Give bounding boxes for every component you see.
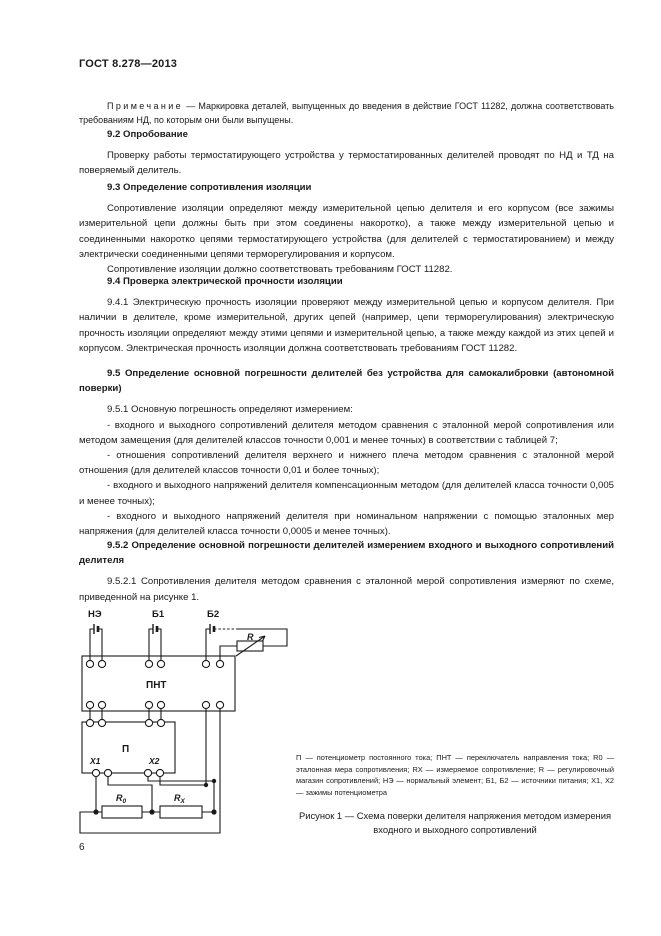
- note: [79, 99, 614, 127]
- rx-label: $R_X$: [174, 793, 185, 805]
- section-title: 9.3 Определение сопротивления изоляции: [107, 182, 312, 193]
- paragraph: Сопротивление изоляции определяют между измерительной цепью делителя и его корпусом (все зажимы измерительной цепи должны быть при этом соединены накоротко), а также между измерительной цепью и соединенными накоротко цепями термостатирующего устройства (для делителей с термостатированием) и между электрически соединенными цепями терморегулирования и корпусом.: [79, 203, 614, 260]
- list-item: - входного и выходного сопротивлений делителя методом сравнения с эталонной мерой сопротивления или методом замещения (для делителей классов точности 0,001 и менее точных) в соответствии с таблицей 7;: [79, 419, 614, 446]
- b1-label: Б1: [152, 609, 165, 620]
- paragraph: 9.5.1 Основную погрешность определяют измерением:: [107, 404, 353, 416]
- pnt-top-terminals: [86, 660, 223, 667]
- section-9-3: [79, 180, 614, 277]
- section-9-5-2: [79, 538, 614, 605]
- paragraph: Проверку работы термостатирующего устройства у термостатированных делителей проводят по НД и ТД на поверяемый делитель.: [79, 150, 614, 177]
- figure-caption: Рисунок 1 — Схема поверки делителя напряжения методом измерения входного и выходного сопротивлений: [298, 810, 612, 835]
- pnt-bottom-terminals: [86, 701, 223, 708]
- section-title: 9.5.2 Определение основной погрешности делителей измерением входного и выходного сопротивлений делителя: [79, 540, 614, 567]
- paragraph: 9.4.1 Электрическую прочность изоляции проверяют между измерительной цепью и корпусом делителя. При наличии в делителе, кроме измерительной, других цепей (например, цепи терморегулирования) электрическую прочность изоляции определяют между этими цепями и измерительной цепью, а также между каждой из этих цепей и корпусом. Электрическая прочность изоляции должна соответствовать требованиям ГОСТ 11282.: [79, 297, 614, 354]
- x2-label: X2: [149, 756, 160, 766]
- section-title: 9.5 Определение основной погрешности делителей без устройства для самокалибровки (автономной поверки): [79, 368, 614, 395]
- document-header: ГОСТ 8.278—2013: [79, 58, 178, 70]
- ne-battery-symbol: [90, 624, 102, 660]
- list-item: - отношения сопротивлений делителя верхнего и нижнего плеча методом сравнения с эталонной мерой отношения (для делителей классов точности 0,01 и более точных);: [79, 450, 614, 477]
- paragraph: Сопротивление изоляции должно соответствовать требованиям ГОСТ 11282.: [107, 264, 453, 276]
- section-9-4: [79, 274, 614, 356]
- p-label: П: [122, 744, 130, 755]
- circuit-diagram: [72, 600, 302, 840]
- r0-label: $R_0$: [116, 793, 127, 805]
- section-title: 9.2 Опробование: [107, 129, 188, 140]
- rheostat-r-symbol: [236, 632, 265, 656]
- ne-label: НЭ: [88, 609, 102, 620]
- pnt-label: ПНТ: [146, 680, 167, 691]
- note-label: Примечание: [107, 101, 184, 111]
- section-9-2: [79, 127, 614, 179]
- paragraph: 9.5.2.1 Сопротивления делителя методом сравнения с эталонной мерой сопротивления измеряют по схеме, приведенной на рисунке 1.: [79, 576, 614, 603]
- note-text: — Маркировка деталей, выпущенных до введения в действие ГОСТ 11282, должна соответствовать требованиям НД, по которым они были выпущены.: [79, 101, 614, 125]
- section-9-5: [79, 366, 614, 539]
- b1-battery-symbol: [149, 624, 161, 660]
- list-item: - входного и выходного напряжений делителя при номинальном напряжении с помощью эталонных мер напряжения (для делителей класса точности 0,0005 и менее точных).: [79, 510, 614, 538]
- p-top-terminals: [86, 719, 164, 726]
- section-title: 9.4 Проверка электрической прочности изоляции: [107, 276, 343, 287]
- r0-resistor: [102, 806, 142, 818]
- rx-resistor: [160, 806, 202, 818]
- page-number: 6: [79, 842, 85, 853]
- b2-label: Б2: [207, 609, 220, 620]
- rheostat-label: R: [247, 632, 254, 642]
- list-item: - входного и выходного напряжений делителя компенсационным методом (для делителей класса точности 0,005 и менее точных);: [79, 480, 614, 507]
- x1-label: X1: [90, 756, 101, 766]
- figure-legend: П — потенциометр постоянного тока; ПНТ — переключатель направления тока; R0 — эталонная мера сопротивления; RX — измеряемое сопротивление; R — регулировочный магазин сопротивлений; НЭ — нормальный элемент; Б1, Б2 — источники питания; X1, X2 — зажимы потенциометра: [296, 753, 614, 797]
